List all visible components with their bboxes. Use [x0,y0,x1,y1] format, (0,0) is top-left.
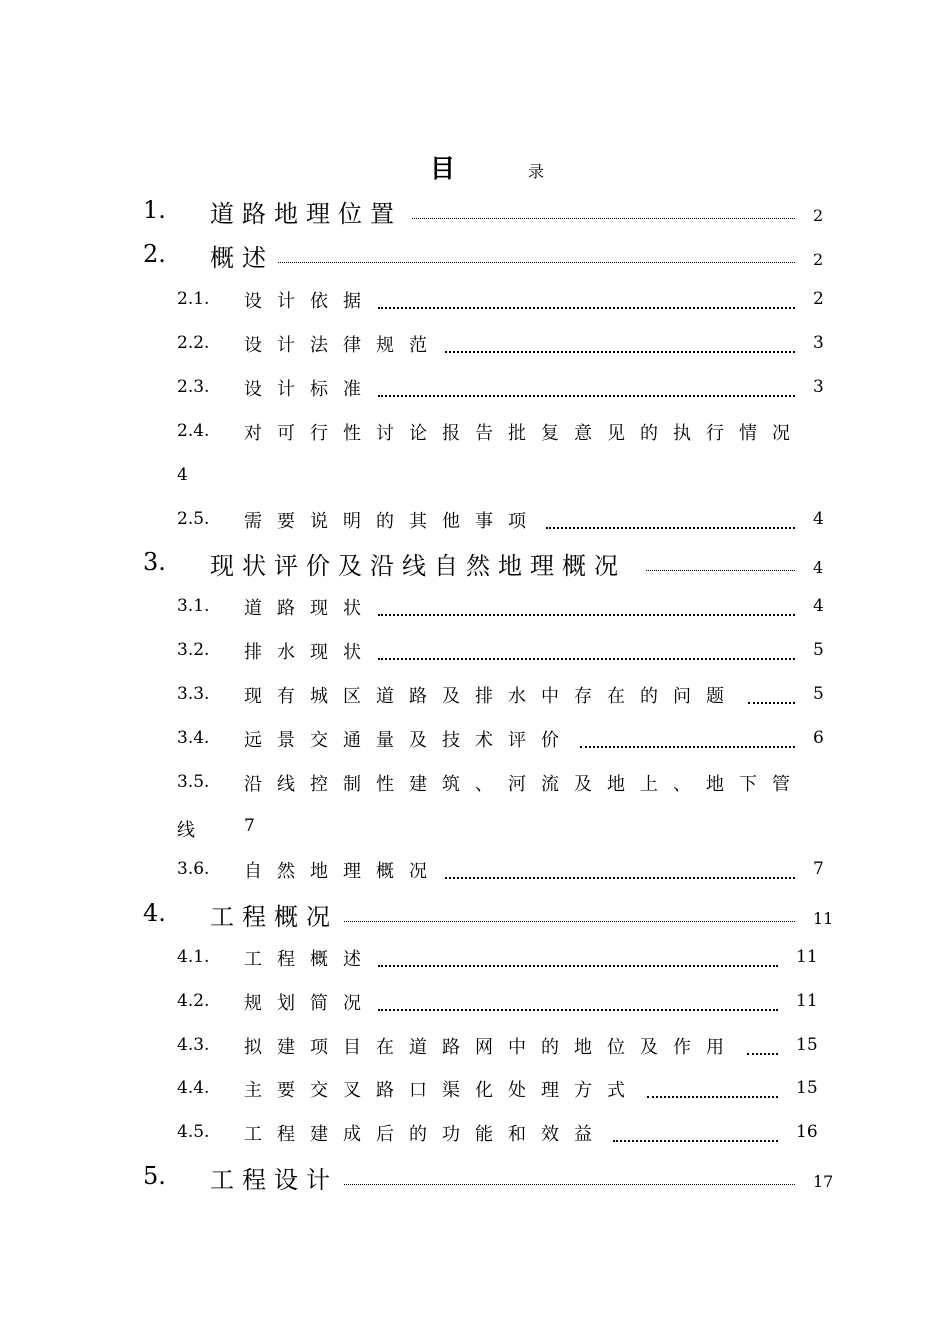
toc-entry-number: 3.6. [177,859,210,879]
toc-entry-number: 5. [143,1162,166,1190]
toc-entry-number: 4.3. [177,1035,210,1055]
toc-leader-dots [613,1140,778,1142]
toc-entry-page: 3 [813,377,824,397]
toc-entry-title: 道路地理位置 [210,200,402,228]
toc-leader-dots [378,614,795,616]
toc-entry-page: 5 [813,640,824,660]
toc-entry[interactable] [0,499,950,539]
toc-entry-number: 4.2. [177,991,210,1011]
toc-leader-dots [378,307,795,309]
toc-entry[interactable] [0,981,950,1021]
toc-entry-number: 4.1. [177,947,210,967]
toc-entry[interactable] [0,323,950,363]
toc-entry-title: 现状评价及沿线自然地理概况 [210,552,626,580]
toc-entry-number: 3.1. [177,596,210,616]
toc-entry-title: 主要交叉路口渠化处理方式 [244,1080,640,1101]
toc-entry-title: 工程建成后的功能和效益 [244,1124,607,1145]
toc-entry-page: 2 [813,289,824,309]
toc-entry[interactable] [0,1156,950,1196]
toc-entry[interactable] [0,234,950,274]
toc-leader-dots [445,351,795,353]
toc-entry-title: 规划简况 [244,993,376,1014]
toc-leader-dots [378,395,795,397]
toc-entry-title: 沿线控制性建筑、河流及地上、地下管 [244,774,805,795]
toc-entry[interactable] [0,1025,950,1065]
toc-leader-dots [580,746,795,748]
toc-entry[interactable] [0,367,950,407]
toc-leader-dots [378,965,778,967]
toc-entry-page: 4 [813,596,824,616]
toc-entry-page: 2 [813,250,824,269]
toc-entry-page: 7 [244,816,255,836]
toc-entry-number: 2.3. [177,377,210,397]
toc-leader-dots [278,262,795,263]
toc-entry-number: 2. [143,240,166,268]
toc-entry-title: 设计依据 [244,291,376,312]
toc-entry[interactable] [0,674,950,714]
toc-entry-title: 工程设计 [210,1166,338,1194]
toc-entry-title: 拟建项目在道路网中的地位及作用 [244,1037,739,1058]
toc-leader-dots [748,702,795,704]
toc-entry-title: 需要说明的其他事项 [244,511,541,532]
toc-entry-number: 4.4. [177,1078,210,1098]
toc-entry-page: 7 [813,859,824,879]
toc-entry-number: 2.2. [177,333,210,353]
toc-entry-title: 设计法律规范 [244,335,442,356]
toc-leader-dots [344,1184,795,1185]
toc-entry[interactable] [0,1112,950,1152]
toc-entry-title: 工程概述 [244,949,376,970]
toc-entry[interactable] [0,411,950,451]
toc-entry[interactable] [0,586,950,626]
toc-entry-page: 4 [813,509,824,529]
toc-leader-dots [378,1009,778,1011]
toc-entry-continuation-text [177,816,195,842]
toc-title-sub: 录 [528,162,545,181]
toc-entry-title: 自然地理概况 [244,861,442,882]
toc-entry-number: 1. [143,196,166,224]
toc-leader-dots [445,877,795,879]
toc-entry-title-continuation: 线 [177,820,195,841]
toc-leader-dots [378,658,795,660]
toc-entry-title: 对可行性讨论报告批复意见的执行情况 [244,423,805,444]
toc-entry-page: 5 [813,684,824,704]
toc-entry[interactable] [0,849,950,889]
toc-entry[interactable] [0,937,950,977]
toc-entry-continuation [0,455,950,495]
toc-entry-page: 17 [813,1172,834,1191]
toc-entry-page: 3 [813,333,824,353]
toc-entry-title: 道路现状 [244,598,376,619]
toc-leader-dots [412,218,795,219]
toc-entry[interactable] [0,542,950,582]
toc-entry-title: 工程概况 [210,903,338,931]
toc-leader-dots [646,570,795,571]
toc-title-main: 目 [430,154,456,183]
toc-entry-number: 3.5. [177,772,210,792]
toc-entry-title: 远景交通量及技术评价 [244,730,574,751]
toc-title [0,148,950,188]
toc-entry-title: 排水现状 [244,642,376,663]
toc-entry-number: 3.3. [177,684,210,704]
toc-entry-number: 3.4. [177,728,210,748]
toc-entry-page: 11 [796,947,818,967]
toc-entry-page: 11 [813,909,834,928]
toc-entry-number: 2.5. [177,509,210,529]
toc-entry[interactable] [0,1068,950,1108]
toc-entry[interactable] [0,279,950,319]
toc-entry-page: 2 [813,206,824,225]
toc-entry[interactable] [0,893,950,933]
toc-leader-dots [747,1053,778,1055]
toc-entry-number: 2.1. [177,289,210,309]
toc-entry-number: 3.2. [177,640,210,660]
toc-leader-dots [647,1096,778,1098]
toc-entry[interactable] [0,630,950,670]
toc-entry-title: 现有城区道路及排水中存在的问题 [244,686,739,707]
toc-entry-number: 4. [143,899,166,927]
toc-entry-page: 15 [796,1078,818,1098]
toc-entry-number: 2.4. [177,421,210,441]
toc-entry-title: 设计标准 [244,379,376,400]
toc-entry-number: 3. [143,548,166,576]
toc-entry[interactable] [0,718,950,758]
toc-entry-page: 11 [796,991,818,1011]
toc-leader-dots [546,527,795,529]
toc-entry-page: 4 [813,558,824,577]
toc-entry-title: 概述 [210,244,274,272]
toc-entry-page: 4 [177,465,188,485]
toc-entry[interactable] [0,762,950,802]
toc-entry-continuation [0,806,950,846]
toc-leader-dots [344,921,795,922]
toc-entry-number: 4.5. [177,1122,210,1142]
toc-entry-page: 15 [796,1035,818,1055]
toc-entry[interactable] [0,190,950,230]
toc-entry-page: 6 [813,728,824,748]
toc-entry-page: 16 [796,1122,818,1142]
